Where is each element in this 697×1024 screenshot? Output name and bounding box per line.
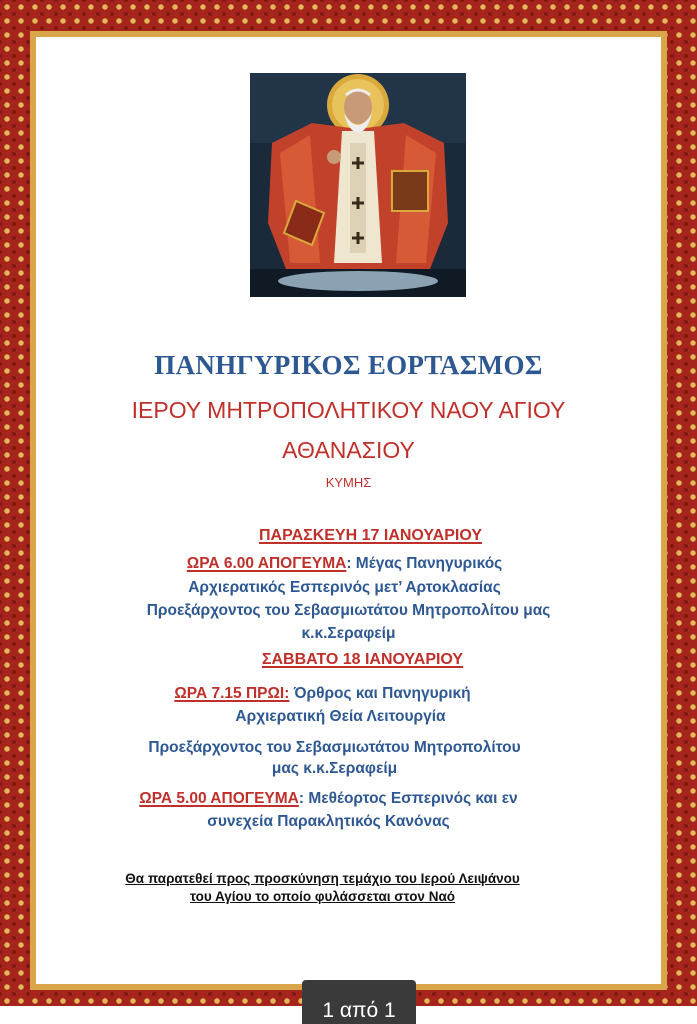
title-feast: ΠΑΝΗΓΥΡΙΚΟΣ ΕΟΡΤΑΣΜΟΣ <box>154 350 543 380</box>
day1-event1-line1 <box>0 553 693 574</box>
day2-event2-line1 <box>0 788 677 809</box>
page-indicator: 1 από 1 <box>302 980 416 1024</box>
title-church-line2: ΑΘΑΝΑΣΙΟΥ <box>282 437 415 463</box>
day2-heading: ΣΑΒΒΑΤΟ 18 ΙΑΝΟΥΑΡΙΟΥ <box>261 651 464 668</box>
day1-event1-line3: Προεξάρχοντος του Σεβασμιωτάτου Μητροπολίτου μας <box>146 602 551 619</box>
day2-event1-line2: Αρχιερατική Θεία Λειτουργία <box>235 708 446 725</box>
day1-event1-time: ΩΡΑ 6.00 ΑΠΟΓΕΥΜΑ <box>186 555 347 572</box>
day2-event2-text1: : Μεθέορτος Εσπερινός και εν <box>298 790 518 807</box>
relic-note-line2: του Αγίου το οποίο φυλάσσεται στον Ναό <box>189 889 455 904</box>
saint-icon-painting <box>250 73 466 297</box>
day2-event1-text1: Όρθρος και Πανηγυρική <box>289 685 471 702</box>
title-church-line1: ΙΕΡΟΥ ΜΗΤΡΟΠΟΛΗΤΙΚΟΥ ΝΑΟΥ ΑΓΙΟΥ <box>131 397 566 423</box>
day2-event1-line1 <box>0 683 671 704</box>
day1-event1-line4: κ.κ.Σεραφείμ <box>301 625 396 642</box>
day2-event1-time: ΩΡΑ 7.15 ΠΡΩΙ: <box>174 685 290 702</box>
day2-event1-line3: Προεξάρχοντος του Σεβασμιωτάτου Μητροπολίτου <box>148 739 521 756</box>
day1-event1-text1: : Μέγας Πανηγυρικός <box>346 555 503 572</box>
relic-note-line1: Θα παρατεθεί προς προσκύνηση τεμάχιο του Ιερού Λειψάνου <box>125 871 520 886</box>
day1-event1-line2: Αρχιερατικός Εσπερινός μετ’ Αρτοκλασίας <box>188 579 501 596</box>
day2-event2-time: ΩΡΑ 5.00 ΑΠΟΓΕΥΜΑ <box>139 790 299 807</box>
day1-heading: ΠΑΡΑΣΚΕΥΗ 17 ΙΑΝΟΥΑΡΙΟΥ <box>258 527 482 544</box>
title-location: ΚΥΜΗΣ <box>325 475 372 490</box>
day2-event1-line4: μας κ.κ.Σεραφείμ <box>271 760 398 777</box>
day2-event2-line2: συνεχεία Παρακλητικός Κανόνας <box>207 813 450 830</box>
